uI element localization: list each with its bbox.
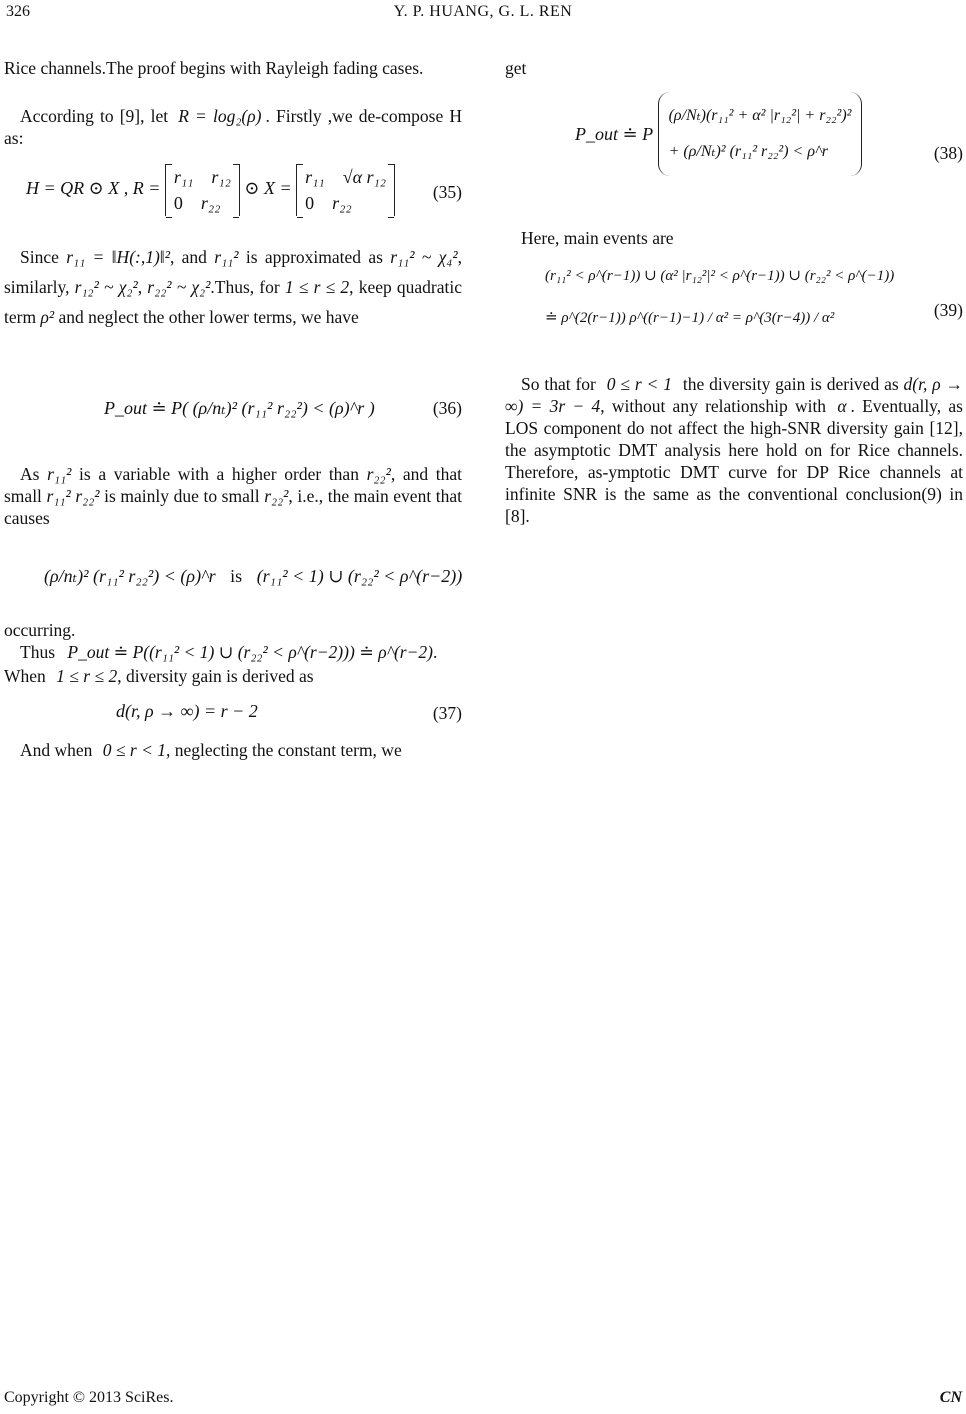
math: P_out ≐ P — [575, 124, 654, 144]
running-head: Y. P. HUANG, G. L. REN — [393, 3, 573, 20]
math-inline: 0 ≤ r < 1 — [606, 374, 672, 394]
math: (r₁₁² < 1) ∪ (r₂₂² < ρ^(r−2)) — [256, 566, 463, 586]
text: , similarly, — [4, 247, 463, 297]
matrix-cell: 0 — [173, 193, 183, 213]
math-inline: r₂₂² ~ χ₂² — [147, 277, 211, 297]
matrix-r — [165, 164, 240, 216]
equation-number: (36) — [432, 398, 462, 418]
math-inline: r₁₁ = ‖H(:,1)‖² — [66, 247, 170, 267]
math-inline: r₁₁² ~ χ₄² — [390, 247, 458, 267]
text: , without any relationship with — [600, 396, 827, 416]
math-inline: r₂₂² — [264, 486, 289, 506]
math-inline: d(r, ρ → ∞) = 3r − 4 — [505, 374, 963, 416]
paragraph: occurring. — [4, 620, 76, 640]
math-inline: R = log₂(ρ) — [178, 106, 262, 126]
math: P_out ≐ P( (ρ/nₜ)² (r₁₁² r₂₂²) < (ρ)^r ) — [104, 398, 375, 418]
text: As — [20, 464, 40, 484]
math-inline: ρ² — [40, 307, 55, 327]
paragraph — [4, 739, 462, 761]
matrix-cell: r₁₂ — [211, 167, 231, 187]
math-inline: 1 ≤ r ≤ 2 — [284, 277, 350, 297]
journal-abbrev: CN — [939, 1389, 962, 1406]
text: , — [137, 277, 143, 297]
copyright: Copyright © 2013 SciRes. — [4, 1389, 174, 1406]
equation-37 — [116, 700, 258, 722]
text: .Thus, for — [210, 277, 280, 297]
equation-number: (39) — [933, 300, 963, 320]
matrix-x — [296, 164, 395, 216]
text: Since — [20, 247, 59, 267]
paragraph: Rice channels.The proof begins with Rayleigh fading cases. — [4, 58, 424, 78]
equation-number: (37) — [432, 703, 462, 723]
text: is mainly due to small — [104, 486, 260, 506]
text: is approximated as — [245, 247, 383, 267]
text: Thus — [20, 642, 55, 662]
math-inline: α — [837, 396, 847, 416]
matrix-cell: r₂₂ — [332, 193, 352, 213]
math: ⊙ X = — [244, 178, 292, 199]
paragraph: get — [505, 58, 527, 78]
text: , and that small — [4, 464, 463, 506]
math-inline: r₁₁² — [214, 247, 239, 267]
text: . Firstly ,we de-compose H as: — [4, 106, 463, 148]
math-inline: r₁₁² r₂₂² — [46, 486, 100, 506]
paragraph — [505, 373, 963, 527]
paragraph — [4, 641, 462, 663]
math: H = QR ⊙ X , R = — [26, 178, 161, 199]
math: (ρ/Nₜ)(r₁₁² + α² |r₁₂²| + r₂₂²)² — [668, 107, 852, 124]
matrix-cell: 0 — [305, 193, 315, 213]
text: is — [230, 566, 243, 586]
text: So that for — [521, 374, 596, 394]
page-number: 326 — [6, 3, 30, 20]
equation-36 — [104, 397, 375, 419]
paragraph — [4, 665, 462, 687]
math: (ρ/nₜ)² (r₁₁² r₂₂²) < (ρ)^r — [44, 566, 216, 586]
text: , and — [169, 247, 207, 267]
text: and neglect the other lower terms, we have — [58, 307, 359, 327]
text: the diversity gain is derived as — [682, 374, 899, 394]
text: , diversity gain is derived as — [117, 666, 314, 686]
text: , neglecting the constant term, we — [166, 740, 402, 760]
text: . Eventually, as LOS component do not affect the high-SNR diversity gain [12], the asymptotic DMT analysis here hold on for Rice channels. Therefore, as-ymptotic DMT curve for DP Rice channels at infinite SNR is the same as the conventional conclusion(9) in [8]. — [505, 396, 963, 526]
math-inline: r₁₁² — [47, 464, 72, 484]
math-inline: 0 ≤ r < 1 — [102, 740, 167, 760]
matrix-cell: r₂₂ — [200, 193, 221, 213]
paragraph — [4, 242, 462, 332]
math: ≐ ρ^(2(r−1)) ρ^((r−1)−1) / α² = ρ^(3(r−4)) / α² — [545, 310, 835, 326]
math-inline: 1 ≤ r ≤ 2 — [56, 666, 118, 686]
text: And when — [20, 740, 93, 760]
math-inline: r₁₂² ~ χ₂² — [74, 277, 138, 297]
math: (r₁₁² < ρ^(r−1)) ∪ (α² |r₁₂²|² < ρ^(r−1)) ∪ (r₂₂² < ρ^(−1)) — [545, 268, 895, 284]
paragraph: Here, main events are — [521, 228, 674, 248]
paragraph — [4, 105, 462, 149]
text: . — [433, 642, 438, 662]
equation-35 — [26, 164, 395, 216]
math: + (ρ/Nₜ)² (r₁₁² r₂₂²) < ρ^r — [668, 143, 828, 160]
math-inline: r₂₂² — [366, 464, 391, 484]
text: is a variable with a higher order than — [79, 464, 359, 484]
matrix-cell: r₁₁ — [173, 167, 194, 187]
equation-39 — [545, 261, 894, 333]
equation-38 — [575, 92, 862, 176]
text: When — [4, 666, 46, 686]
text: According to [9], let — [20, 106, 169, 126]
equation-cause — [44, 565, 462, 587]
equation-number: (35) — [432, 182, 462, 202]
matrix-cell: √α r₁₂ — [342, 167, 387, 187]
math: d(r, ρ → ∞) = r − 2 — [116, 701, 258, 721]
text: , keep quadratic term — [4, 277, 463, 327]
equation-number: (38) — [933, 143, 963, 163]
paragraph — [4, 463, 462, 529]
matrix-cell: r₁₁ — [305, 167, 325, 187]
math-group — [658, 92, 863, 176]
math-inline: P_out ≐ P((r₁₁² < 1) ∪ (r₂₂² < ρ^(r−2))) ≐ ρ^(r−2) — [67, 642, 434, 662]
text: , i.e., the main event that causes — [4, 486, 463, 528]
